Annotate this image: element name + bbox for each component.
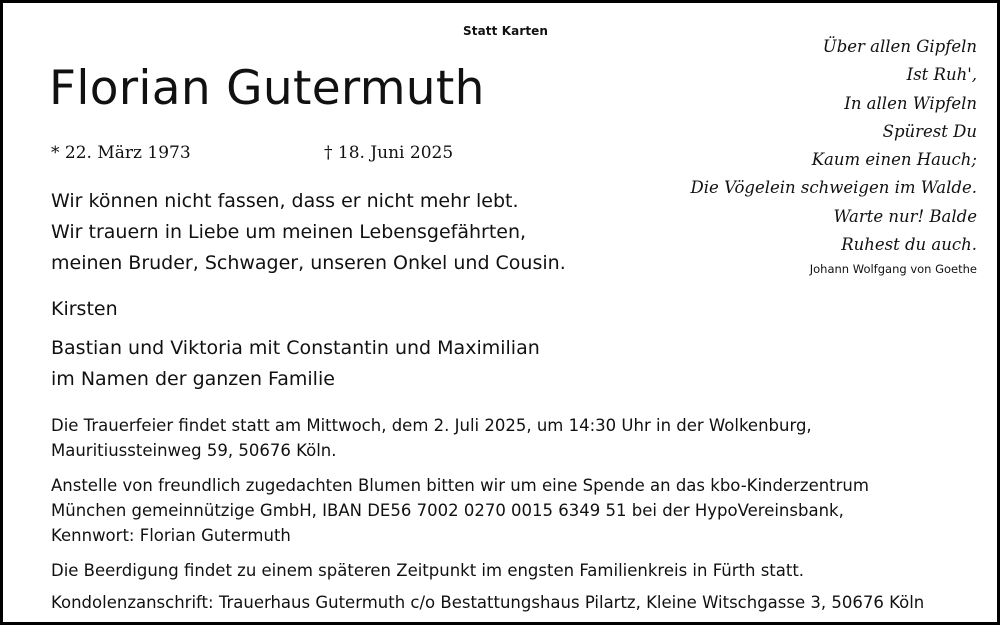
poem-line: Über allen Gipfeln bbox=[822, 37, 977, 56]
donation-info bbox=[51, 473, 869, 548]
mourner-first: Kirsten bbox=[51, 298, 118, 320]
header-label: Statt Karten bbox=[463, 24, 549, 38]
ceremony-line: Die Trauerfeier findet statt am Mittwoch, dem 2. Juli 2025, um 14:30 Uhr in der Wolkenburg, bbox=[51, 416, 812, 435]
family-line: Bastian und Viktoria mit Constantin und Maximilian bbox=[51, 337, 540, 359]
death-date: † 18. Juni 2025 bbox=[324, 143, 454, 163]
poem bbox=[691, 33, 977, 259]
condolence-address: Kondolenzanschrift: Trauerhaus Gutermuth c/o Bestattungshaus Pilartz, Kleine Witschgasse 3, 50676 Köln bbox=[51, 593, 925, 612]
burial-info: Die Beerdigung findet zu einem späteren Zeitpunkt im engsten Familienkreis in Fürth statt. bbox=[51, 561, 805, 580]
intro-line: meinen Bruder, Schwager, unseren Onkel und Cousin. bbox=[51, 252, 566, 274]
donation-line: Anstelle von freundlich zugedachten Blumen bitten wir um eine Spende an das kbo-Kinderzentrum bbox=[51, 476, 869, 495]
ceremony-info bbox=[51, 413, 812, 463]
poem-line: Ist Ruh', bbox=[906, 65, 977, 85]
donation-line: München gemeinnützige GmbH, IBAN DE56 7002 0270 0015 6349 51 bei der HypoVereinsbank, bbox=[51, 501, 844, 520]
birth-date: * 22. März 1973 bbox=[51, 143, 191, 163]
poem-line: Die Vögelein schweigen im Walde. bbox=[690, 178, 977, 198]
poem-line: Warte nur! Balde bbox=[833, 206, 977, 226]
poem-line: Spürest Du bbox=[882, 121, 977, 141]
family-line: im Namen der ganzen Familie bbox=[51, 368, 335, 390]
intro-text bbox=[51, 186, 566, 279]
poem-line: In allen Wipfeln bbox=[844, 93, 977, 113]
poem-line: Ruhest du auch. bbox=[841, 235, 977, 255]
poem-line: Kaum einen Hauch; bbox=[811, 150, 977, 170]
deceased-name: Florian Gutermuth bbox=[49, 61, 485, 116]
donation-line: Kennwort: Florian Gutermuth bbox=[51, 526, 291, 545]
ceremony-line: Mauritiussteinweg 59, 50676 Köln. bbox=[51, 441, 337, 460]
mourner-family bbox=[51, 333, 540, 395]
poem-author: Johann Wolfgang von Goethe bbox=[809, 262, 977, 276]
intro-line: Wir trauern in Liebe um meinen Lebensgefährten, bbox=[51, 221, 527, 243]
intro-line: Wir können nicht fassen, dass er nicht mehr lebt. bbox=[51, 190, 519, 212]
